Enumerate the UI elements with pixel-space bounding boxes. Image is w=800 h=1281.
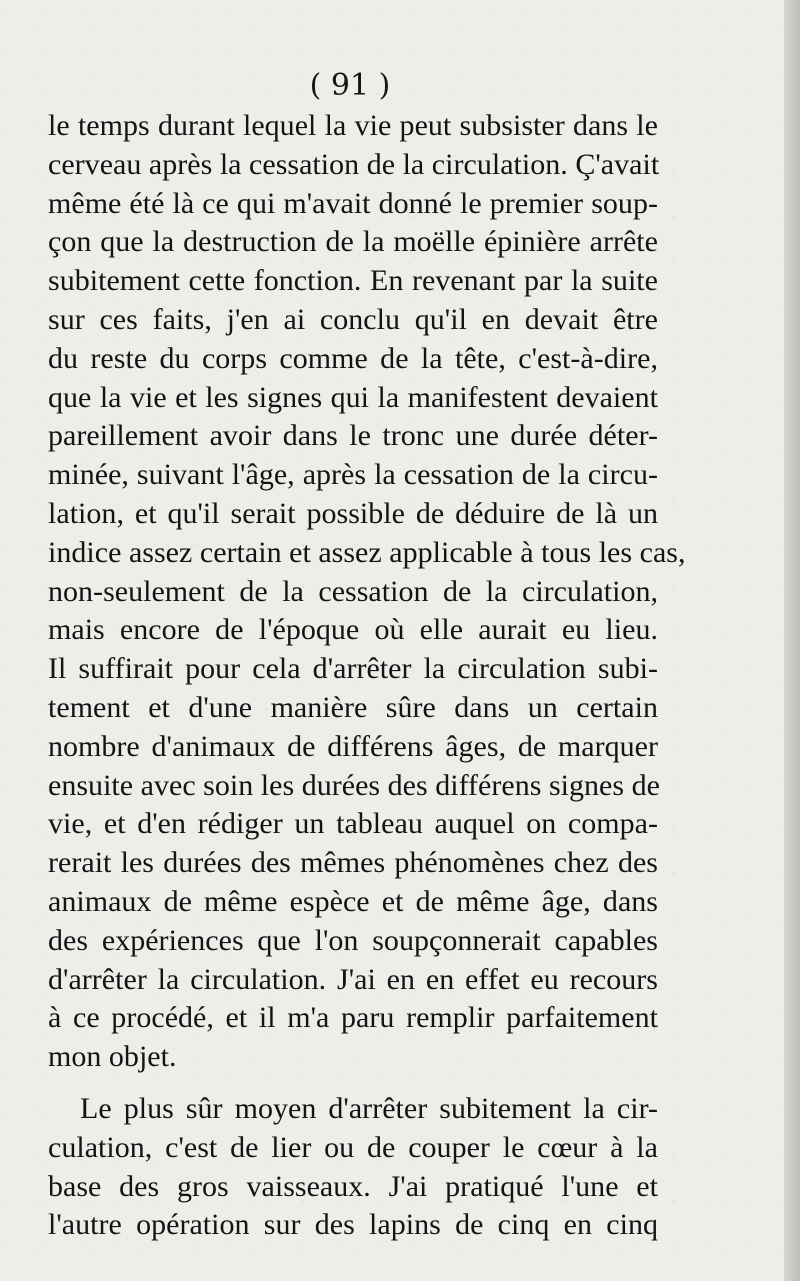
text-line: subitement cette fonction. En revenant par la suite <box>48 264 658 298</box>
text-line: d'arrêter la circulation. J'ai en en effet eu recours <box>48 962 658 996</box>
text-line: l'autre opération sur des lapins de cinq en cinq <box>48 1208 658 1242</box>
text-line: mon objet. <box>48 1040 177 1074</box>
text-line: minée, suivant l'âge, après la cessation de la circu- <box>48 458 658 492</box>
text-line: mais encore de l'époque où elle aurait eu lieu. <box>48 613 658 647</box>
text-line: cerveau après la cessation de la circulation. Ç'avait <box>48 147 660 181</box>
text-line: çon que la destruction de la moëlle épinière arrête <box>48 225 658 259</box>
text-line: lation, et qu'il serait possible de déduire de là un <box>48 496 658 530</box>
text-line: le temps durant lequel la vie peut subsister dans le <box>48 109 658 142</box>
text-line: indice assez certain et assez applicable à tous les cas, <box>48 535 686 569</box>
text-line: vie, et d'en rédiger un tableau auquel on compa- <box>48 807 658 841</box>
text-line: sur ces faits, j'en ai conclu qu'il en devait être <box>48 302 658 336</box>
paragraph-gap <box>48 1077 658 1090</box>
paragraph-1 <box>48 107 686 1077</box>
text-line: du reste du corps comme de la tête, c'est-à-dire, <box>48 341 658 375</box>
text-line: Le plus sûr moyen d'arrêter subitement la cir- <box>80 1091 658 1125</box>
text-line: même été là ce qui m'avait donné le premier soup- <box>48 186 658 220</box>
text-line: que la vie et les signes qui la manifestent devaient <box>48 380 658 414</box>
text-line: culation, c'est de lier ou de couper le cœur à la <box>48 1130 658 1164</box>
text-line: des expériences que l'on soupçonnerait capables <box>48 923 658 957</box>
text-line: nombre d'animaux de différens âges, de marquer <box>48 729 658 763</box>
paragraph-2 <box>48 1090 658 1245</box>
text-line: tement et d'une manière sûre dans un certain <box>48 690 658 724</box>
page-number: ( 91 ) <box>309 68 391 103</box>
text-line: à ce procédé, et il m'a paru remplir parfaitement <box>48 1001 658 1035</box>
text-line: ensuite avec soin les durées des différens signes de <box>48 768 660 802</box>
text-line: pareillement avoir dans le tronc une durée déter- <box>48 419 658 453</box>
page-edge <box>784 0 800 1281</box>
text-line: base des gros vaisseaux. J'ai pratiqué l'une et <box>48 1169 658 1203</box>
text-line: animaux de même espèce et de même âge, dans <box>48 884 658 918</box>
text-line: Il suffirait pour cela d'arrêter la circulation subi- <box>48 652 658 686</box>
text-line: rerait les durées des mêmes phénomènes chez des <box>48 846 658 880</box>
page-text <box>48 107 686 1245</box>
text-line: non-seulement de la cessation de la circulation, <box>48 574 658 608</box>
